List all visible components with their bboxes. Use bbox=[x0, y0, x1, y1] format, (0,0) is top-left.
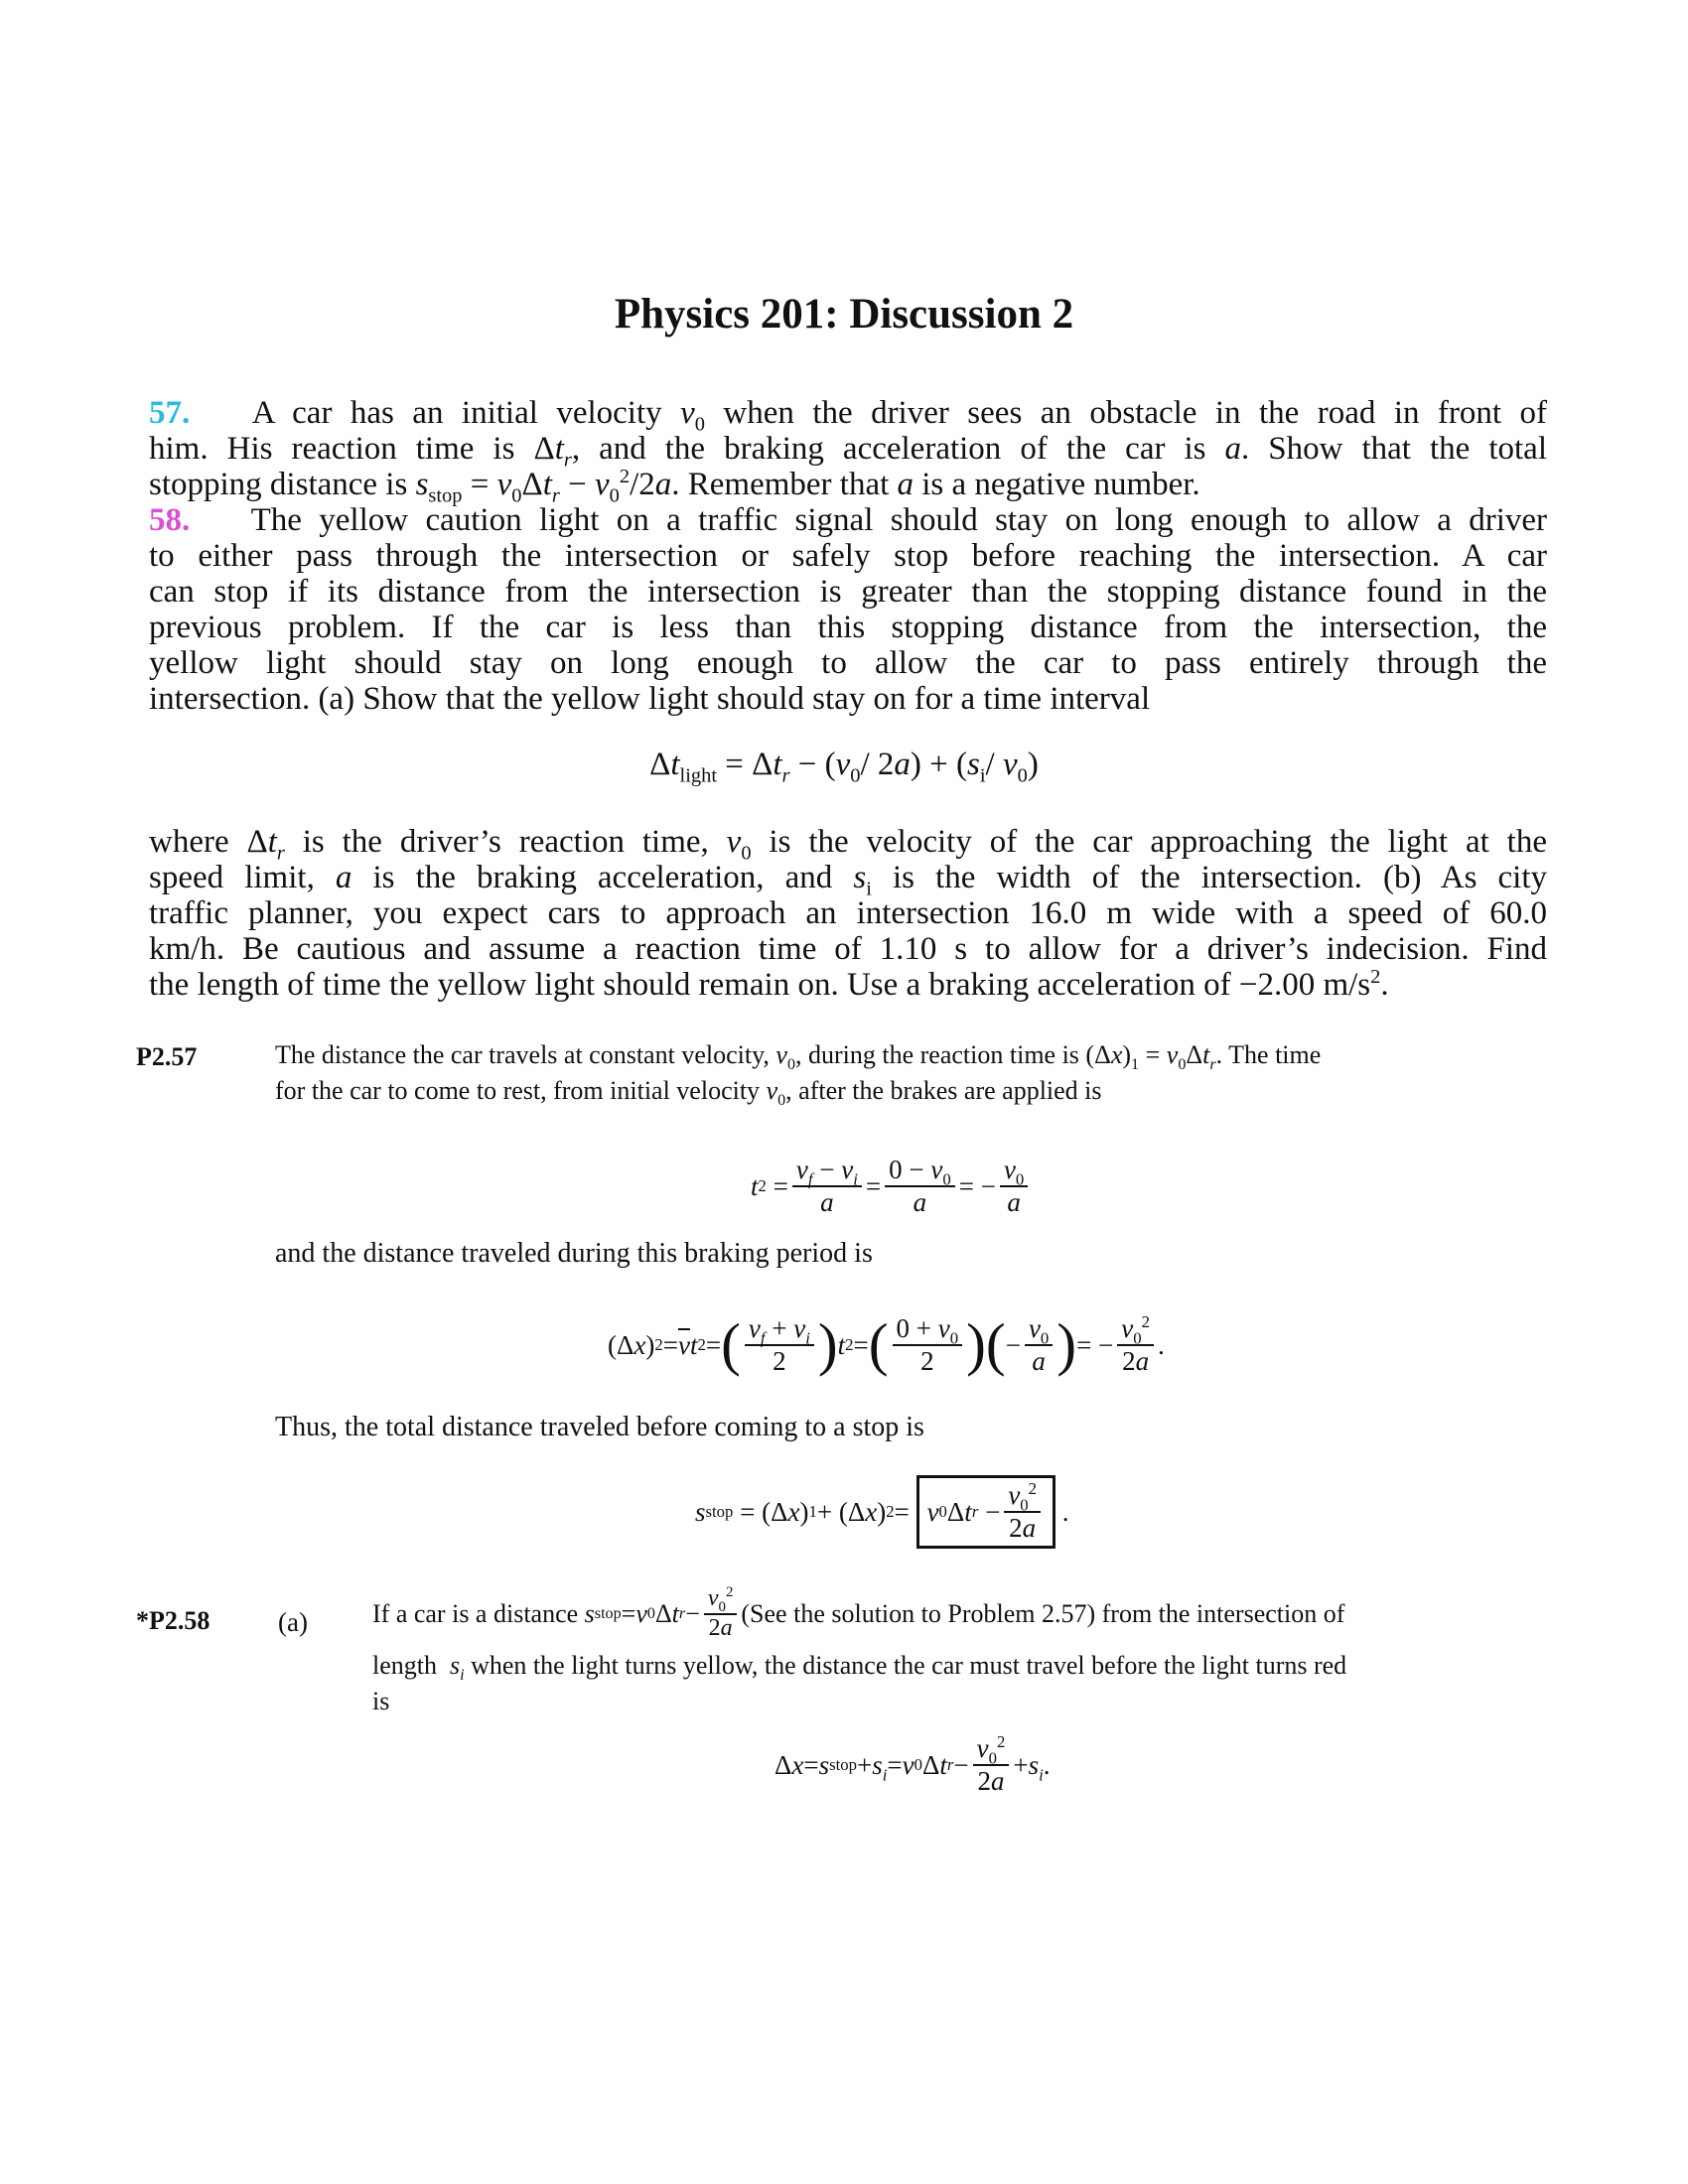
problem-58-continued: where $\Delta t_r$ is the driver’s reaction time, $v_0$ is the velocity of the car approaching the light at the speed limit, a is the braking acceleration, and $s_i$ is the width of the intersection. (b) As city traffic planner, you expect cars to approach an intersection 16.0 m wide with a speed of 60.0 km/h. Be cautious and assume a reaction time of 1.10 s to allow for a driver’s indecision. Find the length of time the yellow light should remain on. Use a braking acceleration of −2.00 $m/s^2$. bbox=[149, 824, 1548, 1003]
problem-58: 58. The yellow caution light on a traffic signal should stay on long enough to allow a driver to either pass through the intersection or safely stop before reaching the intersection. A car can stop if its distance from the intersection is greater than the stopping distance found in the previous problem. If the car is less than this stopping distance from the intersection, the yellow light should stay on long enough to allow the car to pass entirely through the intersection. (a) Show that the yellow light should stay on for a time interval bbox=[149, 502, 1547, 717]
equation-dx-total: Δ x = s stop + $s_i$ = v 0 Δ t r − $\frac{v_0^2}{2a}$ + $s_i$ . bbox=[774, 1731, 1051, 1796]
page-title: Physics 201: Discussion 2 bbox=[614, 291, 1074, 338]
solution-2-57-text4: Thus, the total distance traveled before coming to a stop is bbox=[275, 1412, 924, 1442]
equation-dx2: (Δ x ) 2 = $\overline{v}$ t 2 = ( $\frac{v_f + v_i}{2}$ ) t 2 = ( $\frac{0 + v_0}{2}$ )( − $\frac{v_0}{a}$ ) = − $\frac{v_0^2}{2a}$ . bbox=[608, 1311, 1165, 1378]
equation-t2: t 2 = $\frac{v_f - v_i}{a}$ = $\frac{0 - v_0}{a}$ = − $\frac{v_0}{a}$ bbox=[751, 1142, 1032, 1231]
solution-2-57-text3: and the distance traveled during this braking period is bbox=[275, 1238, 873, 1269]
problem-57: 57. A car has an initial velocity $v_0$ when the driver sees an obstacle in the road in front of him. His reaction time is $\Delta t_r$, and the braking acceleration of the car is a. Show that the total stopping distance is $s_{stop} = v_0\Delta t_r - v_0^2/2a$. Remember that a is a negative number. bbox=[149, 395, 1548, 507]
solution-2-57-intro: The distance the car travels at constant velocity, $v_0$, during the reaction time is $(\Delta x)_1 = v_0\Delta t_r$. The time for the car to come to rest, from initial velocity $v_0$, after the brakes are applied is bbox=[275, 1040, 1322, 1110]
yellow-light-equation: $\Delta t_{light} = \Delta t_r - (v_0/$ $2a) + (s_i/$ $v_0$) bbox=[649, 747, 1039, 787]
solution-2-58-text: If a car is a distance s stop = v 0 Δ t r − $\frac{v_0^2}{2a}$ (See the solution to Problem 2.57) from the intersection of length $s_i$ when the light turns yellow, the distance the car must travel before the light turns red is bbox=[372, 1584, 1554, 1719]
problem-number-57: 57. bbox=[149, 395, 191, 431]
solution-label-2-57: P2.57 bbox=[136, 1042, 198, 1071]
solution-label-2-58: *P2.58 bbox=[136, 1606, 211, 1635]
answer-box: v 0 Δ t r − $\frac{v_0^2}{2a}$ bbox=[916, 1475, 1055, 1549]
problem-number-58: 58. bbox=[149, 502, 191, 538]
equation-s-stop-boxed: s stop = (Δ x ) 1 + (Δ x ) 2 = v 0 Δ t r − $\frac{v_0^2}{2a}$ . bbox=[695, 1467, 1069, 1557]
solution-2-58-text3: is bbox=[372, 1687, 390, 1715]
solution-part-a: (a) bbox=[278, 1607, 308, 1637]
